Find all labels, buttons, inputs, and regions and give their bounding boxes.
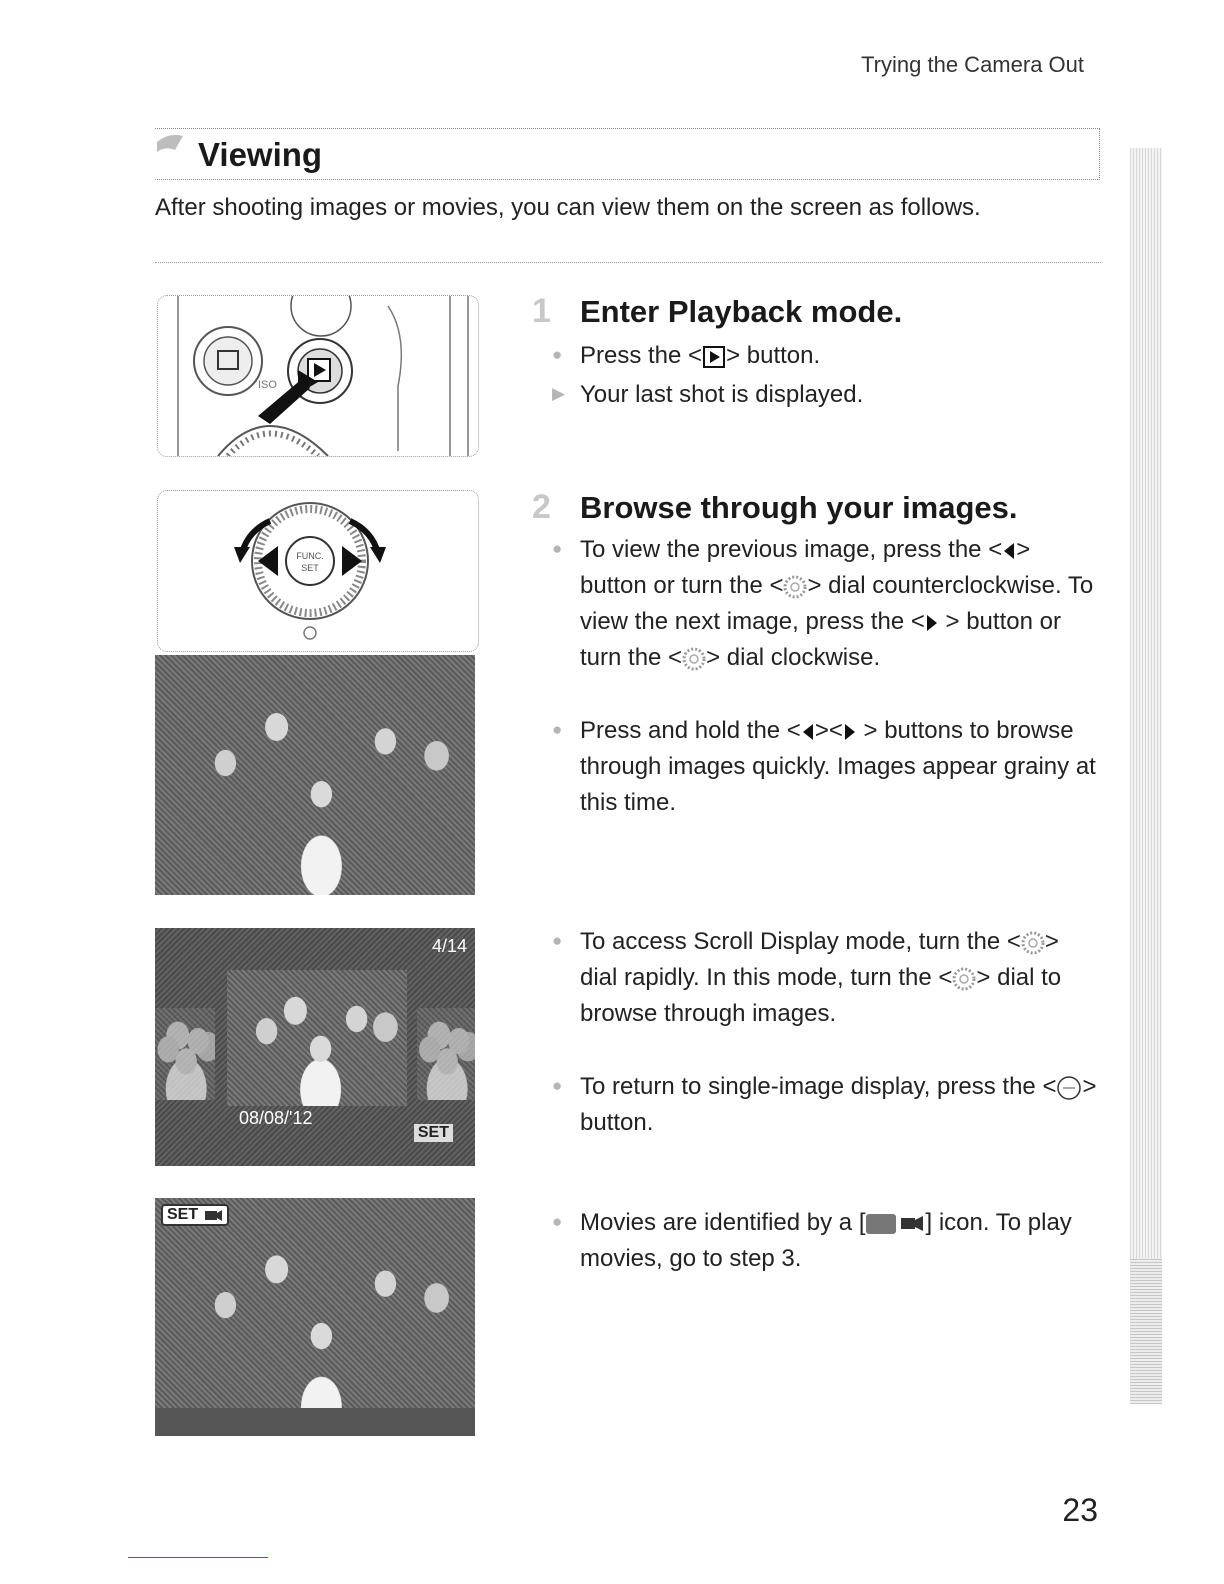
figure-playback-photo	[155, 655, 475, 895]
scroll-bullet-1	[580, 924, 1100, 1032]
side-tab-marker	[1130, 1258, 1162, 1404]
scroll-text-c: > dial to browse through images.	[580, 964, 1062, 1027]
movie-bottom-bar	[155, 1408, 475, 1436]
section-intro: After shooting images or movies, you can view them on the screen as follows.	[155, 194, 981, 221]
step-1-bullet-1	[580, 338, 1100, 374]
scroll-thumb-left	[155, 1008, 215, 1100]
scroll-text-a: To access Scroll Display mode, turn the <	[580, 928, 1021, 955]
step-2-text-e: > dial clockwise.	[706, 644, 881, 671]
footer-line	[128, 1557, 268, 1558]
page-number: 23	[1062, 1492, 1098, 1528]
movie-bullet-marker: ●	[552, 1212, 563, 1231]
figure-control-dial	[157, 490, 479, 652]
right-arrow-icon	[925, 613, 939, 633]
step-2-hold-a: Press and hold the <	[580, 717, 801, 744]
scroll-bullet-2-marker: ●	[552, 1076, 563, 1095]
scroll-bullet-1-marker: ●	[552, 931, 563, 950]
movie-bullet	[580, 1205, 1110, 1277]
func-set-button-icon	[1056, 1075, 1082, 1101]
left-arrow-icon	[801, 722, 815, 742]
scroll-bullet-2	[580, 1069, 1100, 1141]
step-2-text-c: > dial counterclockwise. To view the next image, press the <	[580, 572, 1094, 635]
set-return-badge	[414, 1124, 453, 1142]
step-2-number: 2	[532, 488, 551, 526]
step-2-text-d: > button or turn the <	[580, 608, 1061, 671]
scroll-thumb-right	[417, 1008, 475, 1100]
iso-label: ISO	[258, 379, 277, 391]
func-label: FUNC.	[296, 551, 324, 561]
scroll-return-b: > button.	[580, 1073, 1097, 1136]
set-label: SET	[167, 1206, 199, 1223]
section-divider	[155, 262, 1101, 263]
control-dial-icon	[682, 647, 706, 671]
step-1-result: Your last shot is displayed.	[580, 381, 864, 408]
step-2-bullet-2-marker: ●	[552, 720, 563, 739]
page-header: Trying the Camera Out	[861, 52, 1084, 77]
control-dial-icon	[783, 575, 807, 599]
step-1-bullet-1-post: > button.	[726, 342, 821, 369]
step-1-number: 1	[532, 292, 551, 330]
step-2-title: Browse through your images.	[580, 490, 1018, 525]
set-label: SET	[301, 563, 319, 573]
step-1-result-marker: ▶	[552, 384, 566, 403]
step-1-bullet-1-pre: Press the <	[580, 342, 703, 369]
step-2-bullet-2	[580, 713, 1100, 821]
movie-icon	[203, 1207, 223, 1223]
step-1-title: Enter Playback mode.	[580, 294, 903, 329]
control-dial-icon	[952, 967, 976, 991]
control-dial-illustration	[158, 491, 478, 651]
figure-playback-button	[157, 295, 479, 457]
right-arrow-icon	[843, 722, 857, 742]
movie-set-badge	[161, 1204, 229, 1226]
figure-scroll-display	[155, 928, 475, 1166]
step-2-hold-b: ><	[814, 717, 843, 744]
image-counter: 4/14	[431, 936, 467, 956]
image-date: 08/08/'12	[239, 1108, 313, 1128]
movie-text-a: Movies are identified by a [	[580, 1209, 866, 1236]
step-2-text-b: > button or turn the <	[580, 536, 1031, 599]
step-2-text-a: To view the previous image, press the <	[580, 536, 1003, 563]
left-arrow-icon	[1002, 541, 1016, 561]
scroll-return-a: To return to single-image display, press the <	[580, 1073, 1057, 1100]
step-2-hold-c: > buttons to browse through images quickly. Images appear grainy at this time.	[580, 717, 1096, 816]
camera-back-illustration	[158, 296, 478, 456]
scroll-thumb-center	[227, 970, 407, 1106]
figure-movie-screen	[155, 1198, 475, 1436]
step-2-bullet-1	[580, 532, 1100, 676]
step-1-bullet-1-marker: ●	[552, 345, 563, 364]
section-title: Viewing	[198, 136, 323, 173]
set-label: SET	[417, 1124, 449, 1141]
control-dial-icon	[1021, 931, 1045, 955]
playback-button-icon	[702, 345, 726, 369]
step-2-bullet-1-marker: ●	[552, 539, 563, 558]
scroll-text-b: > dial rapidly. In this mode, turn the <	[580, 928, 1059, 991]
movie-icon	[865, 1211, 925, 1237]
movie-text-b: ] icon. To play movies, go to step 3.	[580, 1209, 1072, 1272]
side-tab	[1130, 148, 1162, 1404]
